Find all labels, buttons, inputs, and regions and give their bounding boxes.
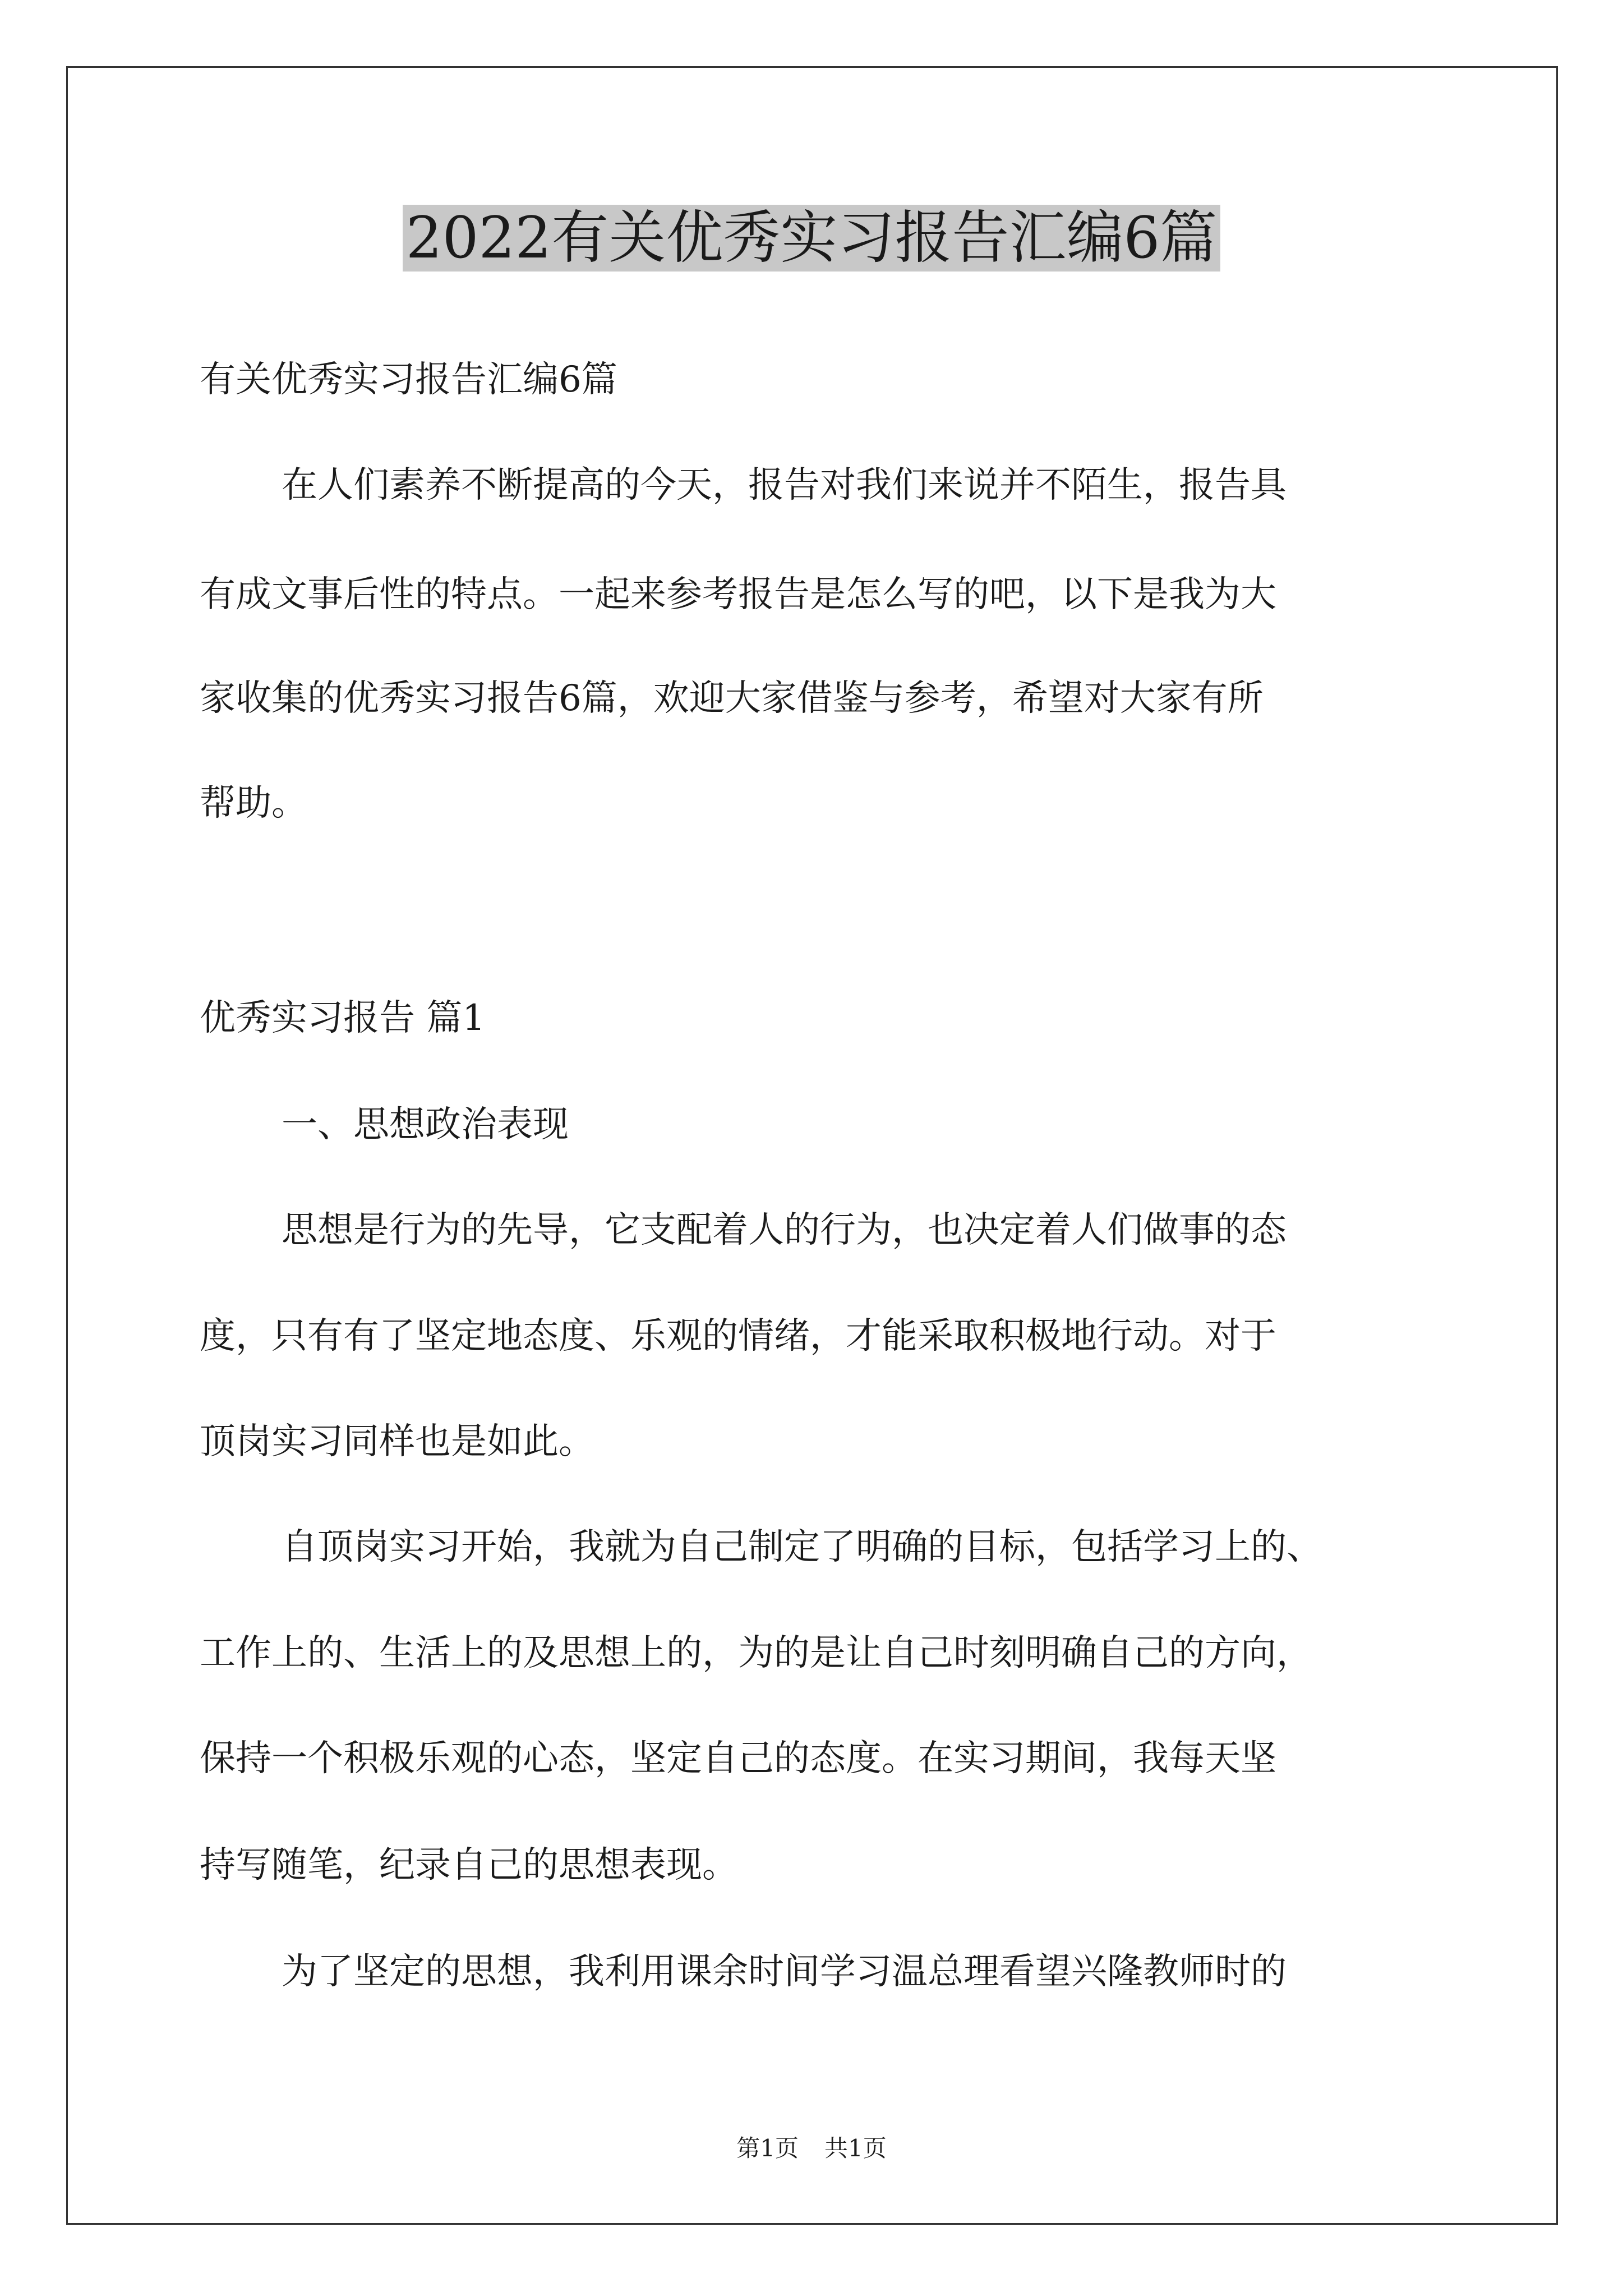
document-title-text: 2022有关优秀实习报告汇编6篇 [403, 205, 1220, 272]
paragraph-line: 顶岗实习同样也是如此。 [200, 1421, 594, 1462]
intro-line: 家收集的优秀实习报告6篇，欢迎大家借鉴与参考，希望对大家有所 [200, 678, 1264, 719]
paragraph-line: 思想是行为的先导，它支配着人的行为，也决定着人们做事的态 [282, 1209, 1287, 1251]
document-title [0, 199, 1623, 278]
page-footer [0, 2132, 1623, 2165]
paragraph-line: 持写随笔，纪录自己的思想表现。 [200, 1844, 738, 1886]
paragraph-line: 自顶岗实习开始，我就为自己制定了明确的目标，包括学习上的、 [282, 1526, 1322, 1568]
subsection-heading: 一、思想政治表现 [282, 1104, 569, 1145]
section-heading: 优秀实习报告 篇1 [200, 997, 486, 1039]
intro-line: 有成文事后性的特点。一起来参考报告是怎么写的吧，以下是我为大 [200, 574, 1276, 615]
paragraph-line: 为了坚定的思想，我利用课余时间学习温总理看望兴隆教师时的 [282, 1951, 1287, 1993]
paragraph-line: 度，只有有了坚定地态度、乐观的情绪，才能采取积极地行动。对于 [200, 1315, 1276, 1357]
intro-line: 帮助。 [200, 783, 307, 824]
page-total: 共1页 [824, 2134, 887, 2162]
document-subtitle: 有关优秀实习报告汇编6篇 [200, 359, 617, 401]
intro-line: 在人们素养不断提高的今天，报告对我们来说并不陌生，报告具 [282, 464, 1287, 506]
paragraph-line: 保持一个积极乐观的心态，坚定自己的态度。在实习期间，我每天坚 [200, 1738, 1276, 1779]
paragraph-line: 工作上的、生活上的及思想上的，为的是让自己时刻明确自己的方向， [200, 1632, 1312, 1674]
page-number: 第1页 [736, 2134, 799, 2162]
